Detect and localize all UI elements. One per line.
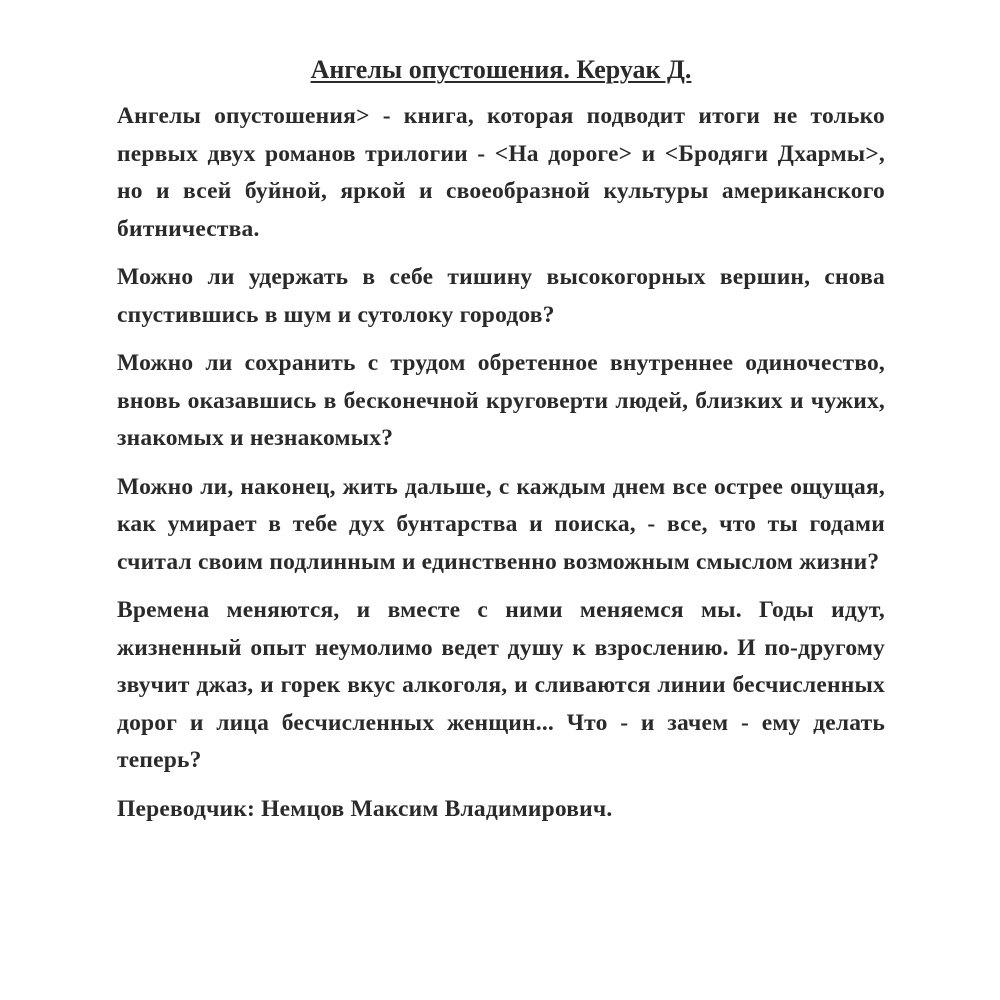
paragraph-closing: Времена меняются, и вместе с ними меняемся мы. Годы идут, жизненный опыт неумолимо ведет душу к взрослению. И по-другому звучит джаз, и горек вкус алкоголя, и сливаются линии бесчисленных дорог и лица бесчисленных женщин... Что - и зачем - ему делать теперь? <box>117 597 885 773</box>
paragraph-question-1: Можно ли удержать в себе тишину высокогорных вершин, снова спустившись в шум и сутолоку городов? <box>117 264 885 328</box>
document-title: Ангелы опустошения. Керуак Д. <box>310 55 692 84</box>
paragraph-question-2: Можно ли сохранить с трудом обретенное внутреннее одиночество, вновь оказавшись в бесконечной круговерти людей, близких и чужих, знакомых и незнакомых? <box>117 350 885 451</box>
paragraph-intro: Ангелы опустошения> - книга, которая подводит итоги не только первых двух романов трилогии - <На дороге> и <Бродяги Дхармы>, но и всей буйной, яркой и своеобразной культуры американского битничества. <box>117 103 885 242</box>
document-page <box>117 52 885 828</box>
paragraph-question-3: Можно ли, наконец, жить дальше, с каждым днем все острее ощущая, как умирает в тебе дух бунтарства и поиска, - все, что ты годами считал своим подлинным и единственно возможным смыслом жизни? <box>117 473 885 575</box>
translator-credit: Переводчик: Немцов Максим Владимирович. <box>117 795 613 822</box>
